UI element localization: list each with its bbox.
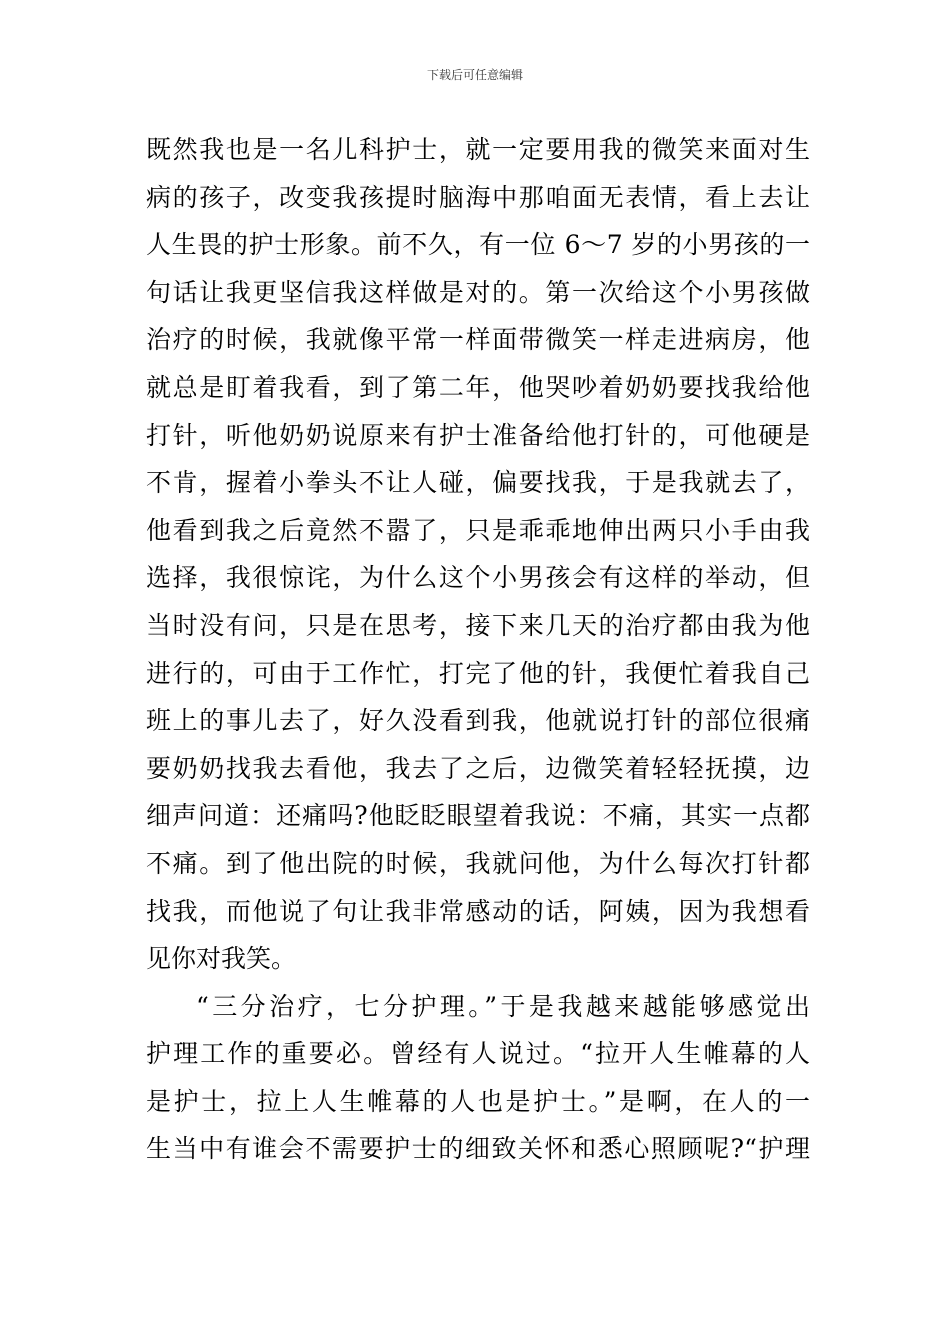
text-line: 不痛。到了他出院的时候，我就问他，为什么每次打针都 xyxy=(146,848,810,878)
text-line: 他看到我之后竟然不嚣了，只是乖乖地伸出两只小手由我 xyxy=(146,515,810,545)
text-line: 打针，听他奶奶说原来有护士准备给他打针的，可他硬是 xyxy=(146,420,810,450)
text-line: 生当中有谁会不需要护士的细致关怀和悉心照顾呢?“护理 xyxy=(146,1134,810,1164)
text-line: 不肯，握着小拳头不让人碰，偏要找我，于是我就去了， xyxy=(146,468,810,498)
text-line: 治疗的时候，我就像平常一样面带微笑一样走进病房，他 xyxy=(146,325,810,355)
text-line: 选择，我很惊诧，为什么这个小男孩会有这样的举动，但 xyxy=(146,563,810,593)
text-line: 句话让我更坚信我这样做是对的。第一次给这个小男孩做 xyxy=(146,277,810,307)
text-line: 既然我也是一名儿科护士，就一定要用我的微笑来面对生 xyxy=(146,135,810,164)
text-line: 病的孩子，改变我孩提时脑海中那咱面无表情，看上去让 xyxy=(146,182,810,212)
text-line: 人生畏的护士形象。前不久，有一位 6～7 岁的小男孩的一 xyxy=(146,230,810,260)
text-line: 是护士，拉上人生帷幕的人也是护士。”是啊，在人的一 xyxy=(146,1086,810,1116)
text-line: 护理工作的重要必。曾经有人说过。“拉开人生帷幕的人 xyxy=(146,1039,810,1069)
text-line: 当时没有问，只是在思考，接下来几天的治疗都由我为他 xyxy=(146,610,810,640)
paragraph-2 xyxy=(146,983,810,1173)
text-line: 见你对我笑。 xyxy=(146,944,297,974)
text-line: 就总是盯着我看，到了第二年，他哭吵着奶奶要找我给他 xyxy=(146,372,810,402)
text-line: 要奶奶找我去看他，我去了之后，边微笑着轻轻抚摸，边 xyxy=(146,753,810,783)
document-body xyxy=(146,126,810,1173)
text-line: 进行的，可由于工作忙，打完了他的针，我便忙着我自己 xyxy=(146,658,810,688)
text-line: “三分治疗，七分护理。”于是我越来越能够感觉出 xyxy=(196,991,810,1021)
text-line: 找我，而他说了句让我非常感动的话，阿姨，因为我想看 xyxy=(146,896,810,926)
text-line: 班上的事儿去了，好久没看到我，他就说打针的部位很痛 xyxy=(146,706,810,736)
text-line: 细声问道：还痛吗?他眨眨眼望着我说：不痛，其实一点都 xyxy=(146,801,810,831)
page-header: 下载后可任意编辑 xyxy=(426,68,523,82)
paragraph-1 xyxy=(146,126,810,983)
